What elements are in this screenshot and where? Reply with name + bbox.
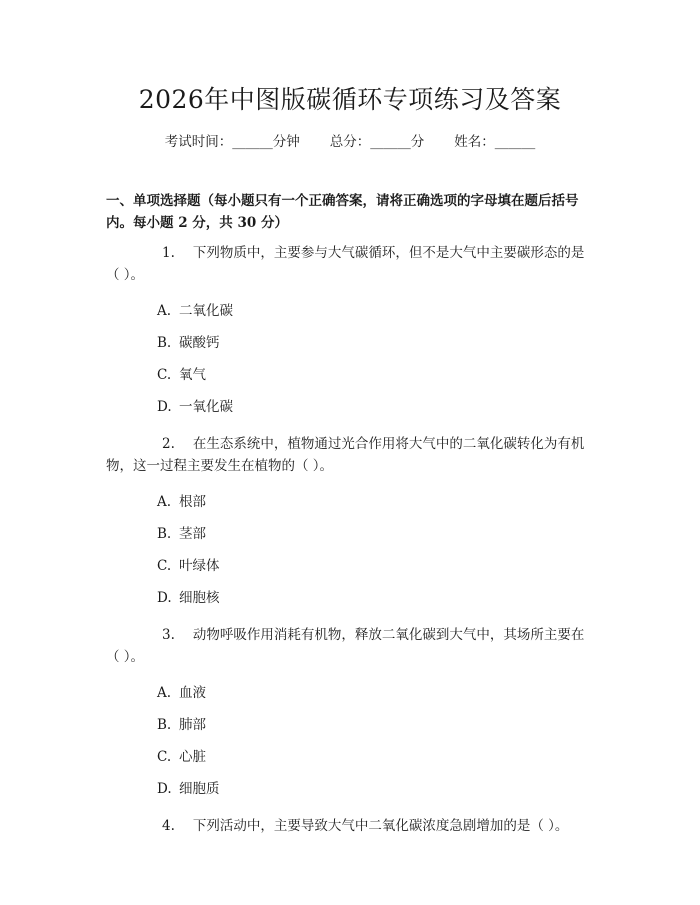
option-letter: A. <box>157 494 172 510</box>
option-list <box>106 687 596 815</box>
question-list <box>106 242 596 837</box>
name-label: 姓名：______ <box>454 134 536 150</box>
question-number: 1. <box>162 245 175 261</box>
question-1 <box>106 242 596 433</box>
option-list <box>106 305 596 433</box>
option-d <box>106 401 596 433</box>
section-heading: 一、单项选择题（每小题只有一个正确答案，请将正确选项的字母填在题后括号内。每小题 2 分，共 30 分） <box>106 193 579 231</box>
option-b <box>106 528 596 560</box>
question-text: 在生态系统中，植物通过光合作用将大气中的二氧化碳转化为有机物，这一过程主要发生在植物的（ ）。 <box>106 436 585 474</box>
option-c <box>106 751 596 783</box>
option-text: 心脏 <box>179 749 206 765</box>
option-text: 细胞质 <box>179 781 220 797</box>
option-text: 细胞核 <box>179 590 220 606</box>
option-a <box>106 496 596 528</box>
option-text: 茎部 <box>179 526 206 542</box>
question-text: 下列物质中，主要参与大气碳循环，但不是大气中主要碳形态的是（ ）。 <box>106 245 585 283</box>
option-letter: C. <box>157 749 172 765</box>
option-d <box>106 592 596 624</box>
question-stem <box>106 624 596 668</box>
exam-meta <box>0 132 700 152</box>
question-2 <box>106 433 596 624</box>
question-stem <box>106 433 596 477</box>
option-a <box>106 687 596 719</box>
option-text: 氧气 <box>179 367 206 383</box>
question-stem <box>106 242 596 286</box>
option-b <box>106 337 596 369</box>
option-text: 二氧化碳 <box>179 303 233 319</box>
question-text: 下列活动中，主要导致大气中二氧化碳浓度急剧增加的是（ ）。 <box>192 818 569 834</box>
option-letter: B. <box>157 526 172 542</box>
option-text: 血液 <box>179 685 206 701</box>
question-4 <box>106 815 596 837</box>
option-letter: C. <box>157 367 172 383</box>
question-stem <box>106 815 596 837</box>
question-number: 4. <box>162 818 175 834</box>
page-title: 2026年中图版碳循环专项练习及答案 <box>138 85 562 114</box>
option-letter: B. <box>157 335 172 351</box>
option-letter: D. <box>157 781 172 797</box>
option-text: 叶绿体 <box>179 558 220 574</box>
option-d <box>106 783 596 815</box>
option-text: 肺部 <box>179 717 206 733</box>
question-text: 动物呼吸作用消耗有机物，释放二氧化碳到大气中，其场所主要在（ ）。 <box>106 627 585 665</box>
option-letter: B. <box>157 717 172 733</box>
option-text: 根部 <box>179 494 206 510</box>
option-text: 一氧化碳 <box>179 399 233 415</box>
option-letter: D. <box>157 590 172 606</box>
option-list <box>106 496 596 624</box>
option-text: 碳酸钙 <box>179 335 220 351</box>
option-c <box>106 560 596 592</box>
question-number: 3. <box>162 627 175 643</box>
total-score-label: 总分：______分 <box>329 134 425 150</box>
exam-time-label: 考试时间：______分钟 <box>164 134 300 150</box>
option-c <box>106 369 596 401</box>
question-3 <box>106 624 596 815</box>
option-a <box>106 305 596 337</box>
question-number: 2. <box>162 436 175 452</box>
option-letter: D. <box>157 399 172 415</box>
option-b <box>106 719 596 751</box>
option-letter: C. <box>157 558 172 574</box>
option-letter: A. <box>157 685 172 701</box>
option-letter: A. <box>157 303 172 319</box>
